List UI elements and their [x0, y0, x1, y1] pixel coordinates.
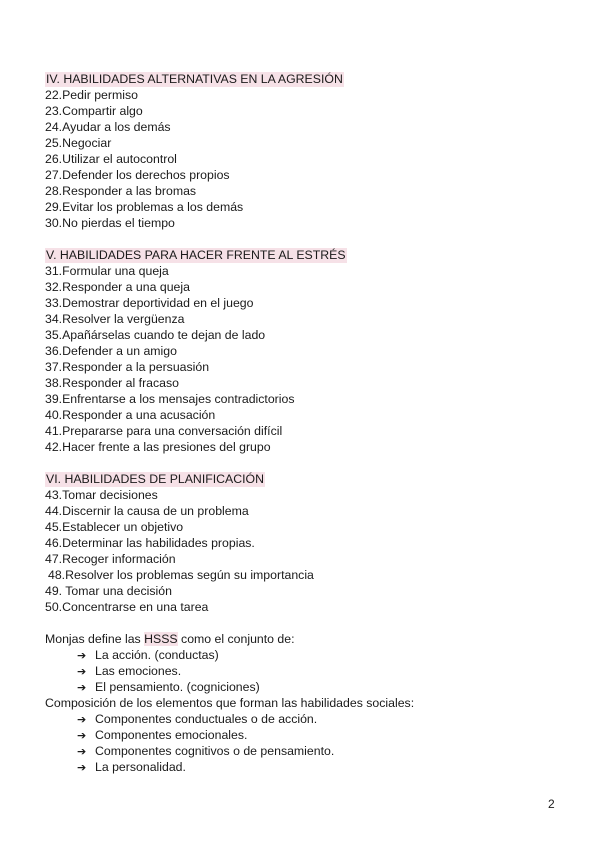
list-item: 48.Resolver los problemas según su importancia	[48, 568, 314, 582]
bullet-text: La acción. (conductas)	[95, 648, 219, 662]
list-item: 27.Defender los derechos propios	[45, 168, 230, 182]
list-item: 44.Discernir la causa de un problema	[45, 504, 249, 518]
list-item: 39.Enfrentarse a los mensajes contradictorios	[45, 392, 295, 406]
list-item: 37.Responder a la persuasión	[45, 360, 210, 374]
arrow-icon: ➔	[77, 745, 87, 758]
list-item: 26.Utilizar el autocontrol	[45, 152, 177, 166]
document-page	[45, 71, 565, 775]
composicion-intro: Composición de los elementos que forman las habilidades sociales:	[45, 696, 415, 710]
bullet-text: Las emociones.	[95, 664, 182, 678]
list-item: 31.Formular una queja	[45, 264, 169, 278]
arrow-icon: ➔	[77, 761, 87, 774]
arrow-icon: ➔	[77, 729, 87, 742]
list-item: 29.Evitar los problemas a los demás	[45, 200, 244, 214]
spacer	[45, 615, 565, 631]
list-item: 33.Demostrar deportividad en el juego	[45, 296, 254, 310]
list-item: 30.No pierdas el tiempo	[45, 216, 175, 230]
monjas-definition	[45, 631, 565, 647]
list-item: 46.Determinar las habilidades propias.	[45, 536, 255, 550]
list-item: 41.Prepararse para una conversación difícil	[45, 424, 283, 438]
list-item: 40.Responder a una acusación	[45, 408, 216, 422]
bullet-item	[45, 727, 565, 743]
list-item: 45.Establecer un objetivo	[45, 520, 184, 534]
bullet-text: Componentes emocionales.	[95, 728, 248, 742]
list-item: 24.Ayudar a los demás	[45, 120, 171, 134]
bullet-item	[45, 679, 565, 695]
bullet-item	[45, 663, 565, 679]
list-item: 25.Negociar	[45, 136, 112, 150]
bullet-text: El pensamiento. (cogniciones)	[95, 680, 260, 694]
section-iv	[45, 71, 565, 87]
bullet-item	[45, 647, 565, 663]
arrow-icon: ➔	[77, 681, 87, 694]
list-item: 32.Responder a una queja	[45, 280, 190, 294]
bullet-text: Componentes conductuales o de acción.	[95, 712, 318, 726]
arrow-icon: ➔	[77, 665, 87, 678]
list-item: 22.Pedir permiso	[45, 88, 138, 102]
list-item: 49. Tomar una decisión	[45, 584, 172, 598]
arrow-icon: ➔	[77, 713, 87, 726]
hsss-highlight: HSSS	[144, 632, 178, 646]
spacer	[45, 231, 565, 247]
list-item: 47.Recoger información	[45, 552, 176, 566]
bullet-item	[45, 711, 565, 727]
section-heading: VI. HABILIDADES DE PLANIFICACIÓN	[46, 472, 264, 486]
list-item: 28.Responder a las bromas	[45, 184, 197, 198]
section-heading: V. HABILIDADES PARA HACER FRENTE AL ESTRÉS	[46, 248, 346, 262]
bullet-text: Componentes cognitivos o de pensamiento.	[95, 744, 335, 758]
bullet-text: La personalidad.	[95, 760, 186, 774]
list-item: 36.Defender a un amigo	[45, 344, 177, 358]
bullet-item	[45, 759, 565, 775]
page-number: 2	[548, 797, 555, 811]
bullet-item	[45, 743, 565, 759]
list-item: 42.Hacer frente a las presiones del grupo	[45, 440, 271, 454]
section-vi	[45, 471, 565, 487]
arrow-icon: ➔	[77, 649, 87, 662]
section-v	[45, 247, 565, 263]
list-item: 34.Resolver la vergüenza	[45, 312, 185, 326]
monjas-prefix: Monjas define las	[45, 632, 145, 646]
list-item: 50.Concentrarse en una tarea	[45, 600, 209, 614]
list-item: 43.Tomar decisiones	[45, 488, 158, 502]
list-item: 35.Apañárselas cuando te dejan de lado	[45, 328, 266, 342]
list-item: 23.Compartir algo	[45, 104, 143, 118]
list-item: 38.Responder al fracaso	[45, 376, 179, 390]
section-heading: IV. HABILIDADES ALTERNATIVAS EN LA AGRESIÓN	[46, 72, 343, 86]
spacer	[45, 455, 565, 471]
monjas-suffix: como el conjunto de:	[177, 632, 295, 646]
